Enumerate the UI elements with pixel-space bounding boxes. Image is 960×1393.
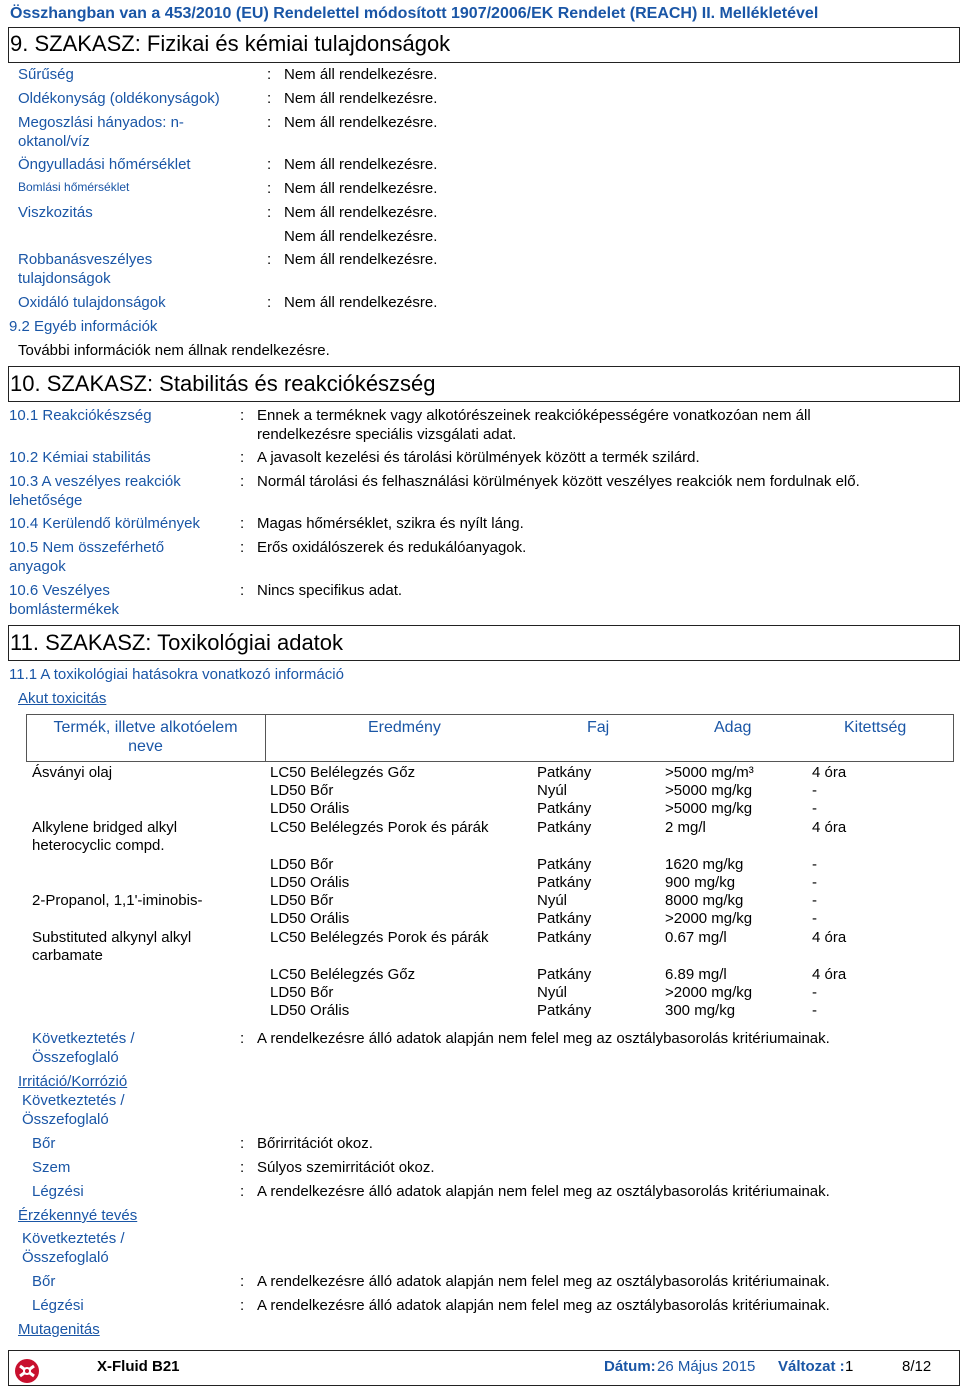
colon: :: [240, 539, 245, 556]
tox-exposure: -: [812, 984, 817, 1001]
stability-label: 10.2 Kémiai stabilitás: [9, 449, 151, 466]
property-value: Nem áll rendelkezésre.: [284, 90, 438, 107]
stability-label: 10.1 Reakciókészség: [9, 407, 152, 424]
tox-species: Patkány: [537, 966, 592, 983]
property-label: tulajdonságok: [18, 270, 111, 287]
tox-species: Nyúl: [537, 782, 568, 799]
property-label: Robbanásveszélyes: [18, 251, 153, 268]
regulation-header: Összhangban van a 453/2010 (EU) Rendelettel módosított 1907/2006/EK Rendelet (REACH) II. Mellékletével: [10, 5, 819, 22]
tox-result: LC50 Belélegzés Porok és párák: [270, 929, 489, 946]
tox-exposure: -: [812, 1002, 817, 1019]
footer-date-label: Dátum:: [604, 1358, 656, 1375]
tox-dose: >2000 mg/kg: [665, 910, 753, 927]
header-exposure: Kitettség: [844, 719, 907, 736]
colon: :: [267, 114, 272, 131]
tox-exposure: -: [812, 800, 817, 817]
stability-value: Normál tárolási és felhasználási körülmények között veszélyes reakciók nem fordulnak elő.: [257, 473, 860, 490]
section10-title: 10. SZAKASZ: Stabilitás és reakciókészség: [10, 371, 436, 396]
eye-value: Súlyos szemirritációt okoz.: [257, 1159, 435, 1176]
product-name: Ásványi olaj: [32, 764, 113, 781]
footer-page: 8/12: [902, 1358, 932, 1375]
tox-exposure: -: [812, 782, 817, 799]
colon: :: [240, 407, 245, 424]
tox-result: LC50 Belélegzés Porok és párák: [270, 819, 489, 836]
irritation-link[interactable]: Irritáció/Korrózió: [18, 1073, 128, 1090]
other-info-title: 9.2 Egyéb információk: [9, 318, 158, 335]
conclusion-label: Következtetés /: [32, 1030, 135, 1047]
property-value: Nem áll rendelkezésre.: [284, 114, 438, 131]
tox-dose: 6.89 mg/l: [665, 966, 727, 983]
tox-species: Patkány: [537, 874, 592, 891]
footer-version-label: Változat :: [778, 1358, 845, 1375]
colon: :: [240, 1030, 245, 1047]
other-info-text: További információk nem állnak rendelkezésre.: [18, 342, 330, 359]
respiratory-value: A rendelkezésre álló adatok alapján nem felel meg az osztálybasorolás kritériumainak.: [257, 1183, 830, 1200]
property-label: Sűrűség: [18, 66, 74, 83]
header-product: Termék, illetve alkotóelem: [53, 719, 238, 736]
product-name: carbamate: [32, 947, 103, 964]
section9-title: 9. SZAKASZ: Fizikai és kémiai tulajdonságok: [10, 31, 451, 56]
tox-exposure: -: [812, 910, 817, 927]
property-value: Nem áll rendelkezésre.: [284, 294, 438, 311]
tox-exposure: 4 óra: [812, 764, 847, 781]
property-label: Megoszlási hányados: n-: [18, 114, 184, 131]
tox-result: LD50 Bőr: [270, 984, 334, 1001]
property-label: Öngyulladási hőmérséklet: [18, 156, 191, 173]
tox-result: LD50 Orális: [270, 874, 350, 891]
tox-exposure: -: [812, 874, 817, 891]
tox-dose: 900 mg/kg: [665, 874, 736, 891]
colon: :: [240, 1273, 245, 1290]
footer-version-value: 1: [845, 1358, 854, 1375]
property-value: Nem áll rendelkezésre.: [284, 156, 438, 173]
footer-product: X-Fluid B21: [97, 1358, 180, 1375]
property-value: Nem áll rendelkezésre.: [284, 204, 438, 221]
tox-species: Patkány: [537, 800, 592, 817]
conclusion-text: A rendelkezésre álló adatok alapján nem felel meg az osztálybasorolás kritériumainak.: [257, 1030, 830, 1047]
property-label: oktanol/víz: [18, 133, 90, 150]
tox-exposure: 4 óra: [812, 966, 847, 983]
product-name: Substituted alkynyl alkyl: [32, 929, 192, 946]
stability-value: Ennek a terméknek vagy alkotórészeinek reakcióképességére vonatkozóan nem áll: [257, 407, 811, 424]
colon: :: [267, 251, 272, 268]
sens-skin-value: A rendelkezésre álló adatok alapján nem felel meg az osztálybasorolás kritériumainak.: [257, 1273, 830, 1290]
header-dose: Adag: [714, 719, 752, 736]
tox-species: Patkány: [537, 929, 592, 946]
tox-header-divider: [265, 714, 266, 762]
colon: :: [240, 1159, 245, 1176]
colon: :: [240, 1183, 245, 1200]
tox-result: LD50 Orális: [270, 800, 350, 817]
colon: :: [267, 156, 272, 173]
acute-toxicity-link[interactable]: Akut toxicitás: [18, 690, 107, 707]
tox-exposure: 4 óra: [812, 929, 847, 946]
header-result: Eredmény: [368, 719, 441, 736]
company-logo-icon: [14, 1358, 40, 1384]
property-label: Bomlási hőmérséklet: [18, 180, 130, 194]
stability-value: rendelkezésre speciális vizsgálati adat.: [257, 426, 517, 443]
colon: :: [267, 90, 272, 107]
irritation-conclusion-label: Összefoglaló: [22, 1111, 109, 1128]
colon: :: [267, 204, 272, 221]
product-name: Alkylene bridged alkyl: [32, 819, 178, 836]
colon: :: [240, 449, 245, 466]
tox-result: LD50 Bőr: [270, 892, 334, 909]
stability-label: 10.3 A veszélyes reakciók: [9, 473, 181, 490]
tox-species: Patkány: [537, 856, 592, 873]
property-value: Nem áll rendelkezésre.: [284, 228, 438, 245]
stability-label: 10.6 Veszélyes: [9, 582, 110, 599]
colon: :: [267, 294, 272, 311]
sensitisation-conclusion-label: Összefoglaló: [22, 1249, 109, 1266]
colon: :: [240, 582, 245, 599]
section11-title: 11. SZAKASZ: Toxikológiai adatok: [10, 630, 344, 655]
stability-value: A javasolt kezelési és tárolási körülmények között a termék szilárd.: [257, 449, 700, 466]
property-value: Nem áll rendelkezésre.: [284, 66, 438, 83]
tox-dose: >2000 mg/kg: [665, 984, 753, 1001]
stability-label: 10.5 Nem összeférhető: [9, 539, 165, 556]
property-value: Nem áll rendelkezésre.: [284, 180, 438, 197]
tox-result: LD50 Orális: [270, 910, 350, 927]
footer-date-value: 26 Május 2015: [657, 1358, 756, 1375]
tox-exposure: -: [812, 856, 817, 873]
tox-species: Patkány: [537, 910, 592, 927]
irritation-conclusion-label: Következtetés /: [22, 1092, 125, 1109]
tox-result: LD50 Bőr: [270, 782, 334, 799]
stability-label: anyagok: [9, 558, 66, 575]
skin-label: Bőr: [32, 1135, 56, 1152]
colon: :: [240, 473, 245, 490]
stability-label: lehetősége: [9, 492, 83, 509]
colon: :: [240, 515, 245, 532]
respiratory-label: Légzési: [32, 1183, 84, 1200]
colon: :: [267, 180, 272, 197]
property-label: Oxidáló tulajdonságok: [18, 294, 166, 311]
sens-respiratory-value: A rendelkezésre álló adatok alapján nem felel meg az osztálybasorolás kritériumainak.: [257, 1297, 830, 1314]
tox-dose: >5000 mg/kg: [665, 782, 753, 799]
tox-result: LC50 Belélegzés Gőz: [270, 966, 416, 983]
tox-subtitle: 11.1 A toxikológiai hatásokra vonatkozó információ: [9, 666, 344, 683]
skin-value: Bőrirritációt okoz.: [257, 1135, 373, 1152]
tox-species: Patkány: [537, 1002, 592, 1019]
stability-label: bomlástermékek: [9, 601, 120, 618]
tox-dose: 2 mg/l: [665, 819, 706, 836]
sens-skin-label: Bőr: [32, 1273, 56, 1290]
header-product: neve: [128, 738, 163, 755]
tox-dose: 300 mg/kg: [665, 1002, 736, 1019]
stability-value: Nincs specifikus adat.: [257, 582, 403, 599]
mutagenicity-link[interactable]: Mutagenitás: [18, 1321, 100, 1338]
tox-dose: 8000 mg/kg: [665, 892, 744, 909]
tox-species: Patkány: [537, 764, 592, 781]
tox-exposure: 4 óra: [812, 819, 847, 836]
tox-dose: 0.67 mg/l: [665, 929, 727, 946]
tox-species: Nyúl: [537, 984, 568, 1001]
eye-label: Szem: [32, 1159, 71, 1176]
tox-result: LD50 Orális: [270, 1002, 350, 1019]
header-species: Faj: [587, 719, 610, 736]
sensitisation-conclusion-label: Következtetés /: [22, 1230, 125, 1247]
property-label: Viszkozitás: [18, 204, 93, 221]
tox-exposure: -: [812, 892, 817, 909]
tox-species: Patkány: [537, 819, 592, 836]
sens-respiratory-label: Légzési: [32, 1297, 84, 1314]
colon: :: [240, 1135, 245, 1152]
property-label: Oldékonyság (oldékonyságok): [18, 90, 220, 107]
product-name: 2-Propanol, 1,1'-iminobis-: [32, 892, 203, 909]
colon: :: [267, 66, 272, 83]
tox-result: LC50 Belélegzés Gőz: [270, 764, 416, 781]
property-value: Nem áll rendelkezésre.: [284, 251, 438, 268]
stability-value: Erős oxidálószerek és redukálóanyagok.: [257, 539, 527, 556]
tox-result: LD50 Bőr: [270, 856, 334, 873]
conclusion-label: Összefoglaló: [32, 1049, 119, 1066]
stability-value: Magas hőmérséklet, szikra és nyílt láng.: [257, 515, 524, 532]
stability-label: 10.4 Kerülendő körülmények: [9, 515, 200, 532]
colon: :: [240, 1297, 245, 1314]
product-name: heterocyclic compd.: [32, 837, 165, 854]
tox-dose: >5000 mg/kg: [665, 800, 753, 817]
tox-species: Nyúl: [537, 892, 568, 909]
tox-dose: 1620 mg/kg: [665, 856, 744, 873]
sensitisation-link[interactable]: Érzékennyé tevés: [18, 1207, 138, 1224]
tox-dose: >5000 mg/m³: [665, 764, 754, 781]
